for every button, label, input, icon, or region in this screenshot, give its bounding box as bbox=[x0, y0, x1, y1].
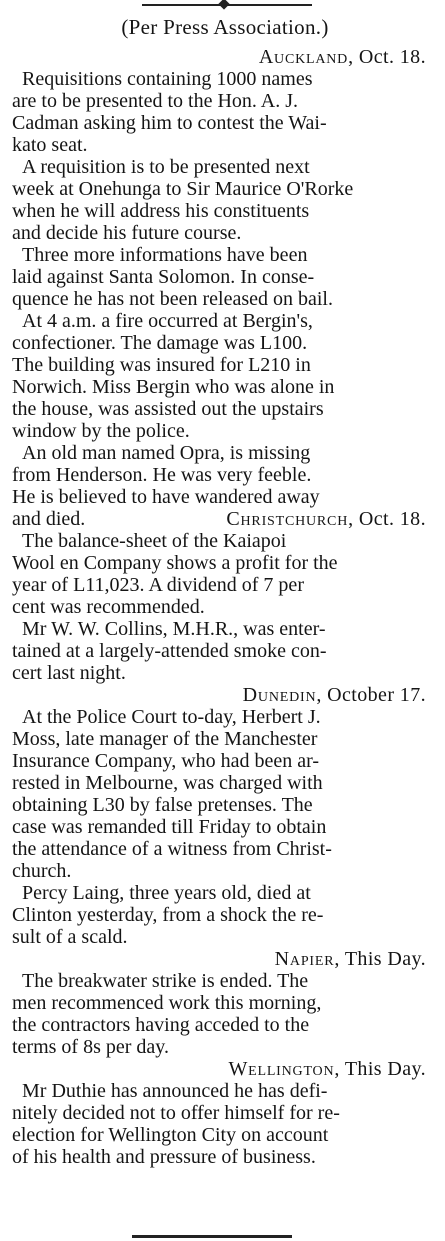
text-line: The building was insured for L210 in bbox=[12, 354, 311, 376]
text-line: terms of 8s per day. bbox=[12, 1036, 169, 1058]
text-line: sult of a scald. bbox=[12, 926, 128, 948]
text-line: men recommenced work this morning, bbox=[12, 992, 322, 1014]
text-line: and died. bbox=[12, 508, 86, 530]
text-line: the attendance of a witness from Christ- bbox=[12, 838, 332, 860]
text-line: Requisitions containing 1000 names bbox=[22, 68, 313, 90]
section-dunedin bbox=[12, 684, 438, 948]
dateline-date: , October 17. bbox=[316, 684, 426, 706]
text-line: Clinton yesterday, from a shock the re- bbox=[12, 904, 324, 926]
paragraph bbox=[12, 530, 438, 618]
text-line: the contractors having acceded to the bbox=[12, 1014, 310, 1036]
section-auckland bbox=[12, 46, 438, 530]
rule-ornament bbox=[218, 0, 229, 10]
dateline-place: Christchurch bbox=[226, 508, 349, 530]
text-line: Mr Duthie has announced he has defi- bbox=[22, 1080, 328, 1102]
text-line: are to be presented to the Hon. A. J. bbox=[12, 90, 299, 112]
paragraph bbox=[12, 1080, 438, 1168]
text-line: Three more informations have been bbox=[22, 244, 308, 266]
paragraph bbox=[12, 156, 438, 244]
text-line: The breakwater strike is ended. The bbox=[22, 970, 309, 992]
news-column bbox=[12, 0, 438, 1241]
text-line: laid against Santa Solomon. In conse- bbox=[12, 266, 315, 288]
text-line: election for Wellington City on account bbox=[12, 1124, 329, 1146]
text-line: of his health and pressure of business. bbox=[12, 1146, 316, 1168]
dateline-place: Napier bbox=[274, 948, 335, 970]
dateline bbox=[12, 948, 438, 970]
text-line: cent was recommended. bbox=[12, 596, 205, 618]
section-wellington bbox=[12, 1058, 438, 1168]
paragraph bbox=[12, 618, 438, 684]
text-line: confectioner. The damage was L100. bbox=[12, 332, 308, 354]
dateline bbox=[12, 508, 438, 530]
section-napier bbox=[12, 948, 438, 1058]
dateline bbox=[12, 46, 438, 68]
dateline-date: , Oct. 18. bbox=[348, 508, 426, 530]
text-line: Insurance Company, who had been ar- bbox=[12, 750, 320, 772]
dateline-date: , This Day. bbox=[334, 1058, 426, 1080]
paragraph bbox=[12, 706, 438, 882]
text-line: kato seat. bbox=[12, 134, 88, 156]
dateline-place: Wellington bbox=[228, 1058, 335, 1080]
paragraph bbox=[12, 244, 438, 310]
text-line: cert last night. bbox=[12, 662, 126, 684]
column-heading: (Per Press Association.) bbox=[121, 15, 329, 39]
dateline-date: , Oct. 18. bbox=[348, 46, 426, 68]
text-line: Mr W. W. Collins, M.H.R., was enter- bbox=[22, 618, 326, 640]
dateline-place: Auckland bbox=[258, 46, 349, 68]
text-line: quence he has not been released on bail. bbox=[12, 288, 333, 310]
text-line: when he will address his constituents bbox=[12, 200, 310, 222]
text-line: the house, was assisted out the upstairs bbox=[12, 398, 324, 420]
paragraph bbox=[12, 310, 438, 442]
text-line: He is believed to have wandered away bbox=[12, 486, 320, 508]
text-line: church. bbox=[12, 860, 72, 882]
text-line: tained at a largely-attended smoke con- bbox=[12, 640, 327, 662]
text-line: rested in Melbourne, was charged with bbox=[12, 772, 323, 794]
text-line: window by the police. bbox=[12, 420, 190, 442]
text-line: and decide his future course. bbox=[12, 222, 242, 244]
paragraph bbox=[12, 970, 438, 1058]
paragraph bbox=[12, 68, 438, 156]
bottom-rule bbox=[132, 1235, 292, 1238]
text-line: An old man named Opra, is missing bbox=[22, 442, 311, 464]
paragraph bbox=[12, 882, 438, 948]
text-line: year of L11,023. A dividend of 7 per bbox=[12, 574, 304, 596]
top-rule bbox=[142, 4, 312, 6]
text-line: case was remanded till Friday to obtain bbox=[12, 816, 327, 838]
dateline-date: , This Day. bbox=[334, 948, 426, 970]
text-line: A requisition is to be presented next bbox=[22, 156, 310, 178]
dateline bbox=[12, 684, 438, 706]
dateline bbox=[12, 1058, 438, 1080]
text-line: week at Onehunga to Sir Maurice O'Rorke bbox=[12, 178, 354, 200]
section-christchurch bbox=[12, 508, 438, 684]
text-line: At 4 a.m. a fire occurred at Bergin's, bbox=[22, 310, 313, 332]
text-line: Wool en Company shows a profit for the bbox=[12, 552, 338, 574]
dateline-place: Dunedin bbox=[242, 684, 317, 706]
text-line: Percy Laing, three years old, died at bbox=[22, 882, 311, 904]
text-line: Moss, late manager of the Manchester bbox=[12, 728, 318, 750]
text-line: obtaining L30 by false pretenses. The bbox=[12, 794, 313, 816]
text-line: nitely decided not to offer himself for re- bbox=[12, 1102, 340, 1124]
text-line: from Henderson. He was very feeble. bbox=[12, 464, 312, 486]
text-line: The balance-sheet of the Kaiapoi bbox=[22, 530, 287, 552]
text-line: Norwich. Miss Bergin who was alone in bbox=[12, 376, 335, 398]
text-line: Cadman asking him to contest the Wai- bbox=[12, 112, 327, 134]
text-line: At the Police Court to-day, Herbert J. bbox=[22, 706, 321, 728]
